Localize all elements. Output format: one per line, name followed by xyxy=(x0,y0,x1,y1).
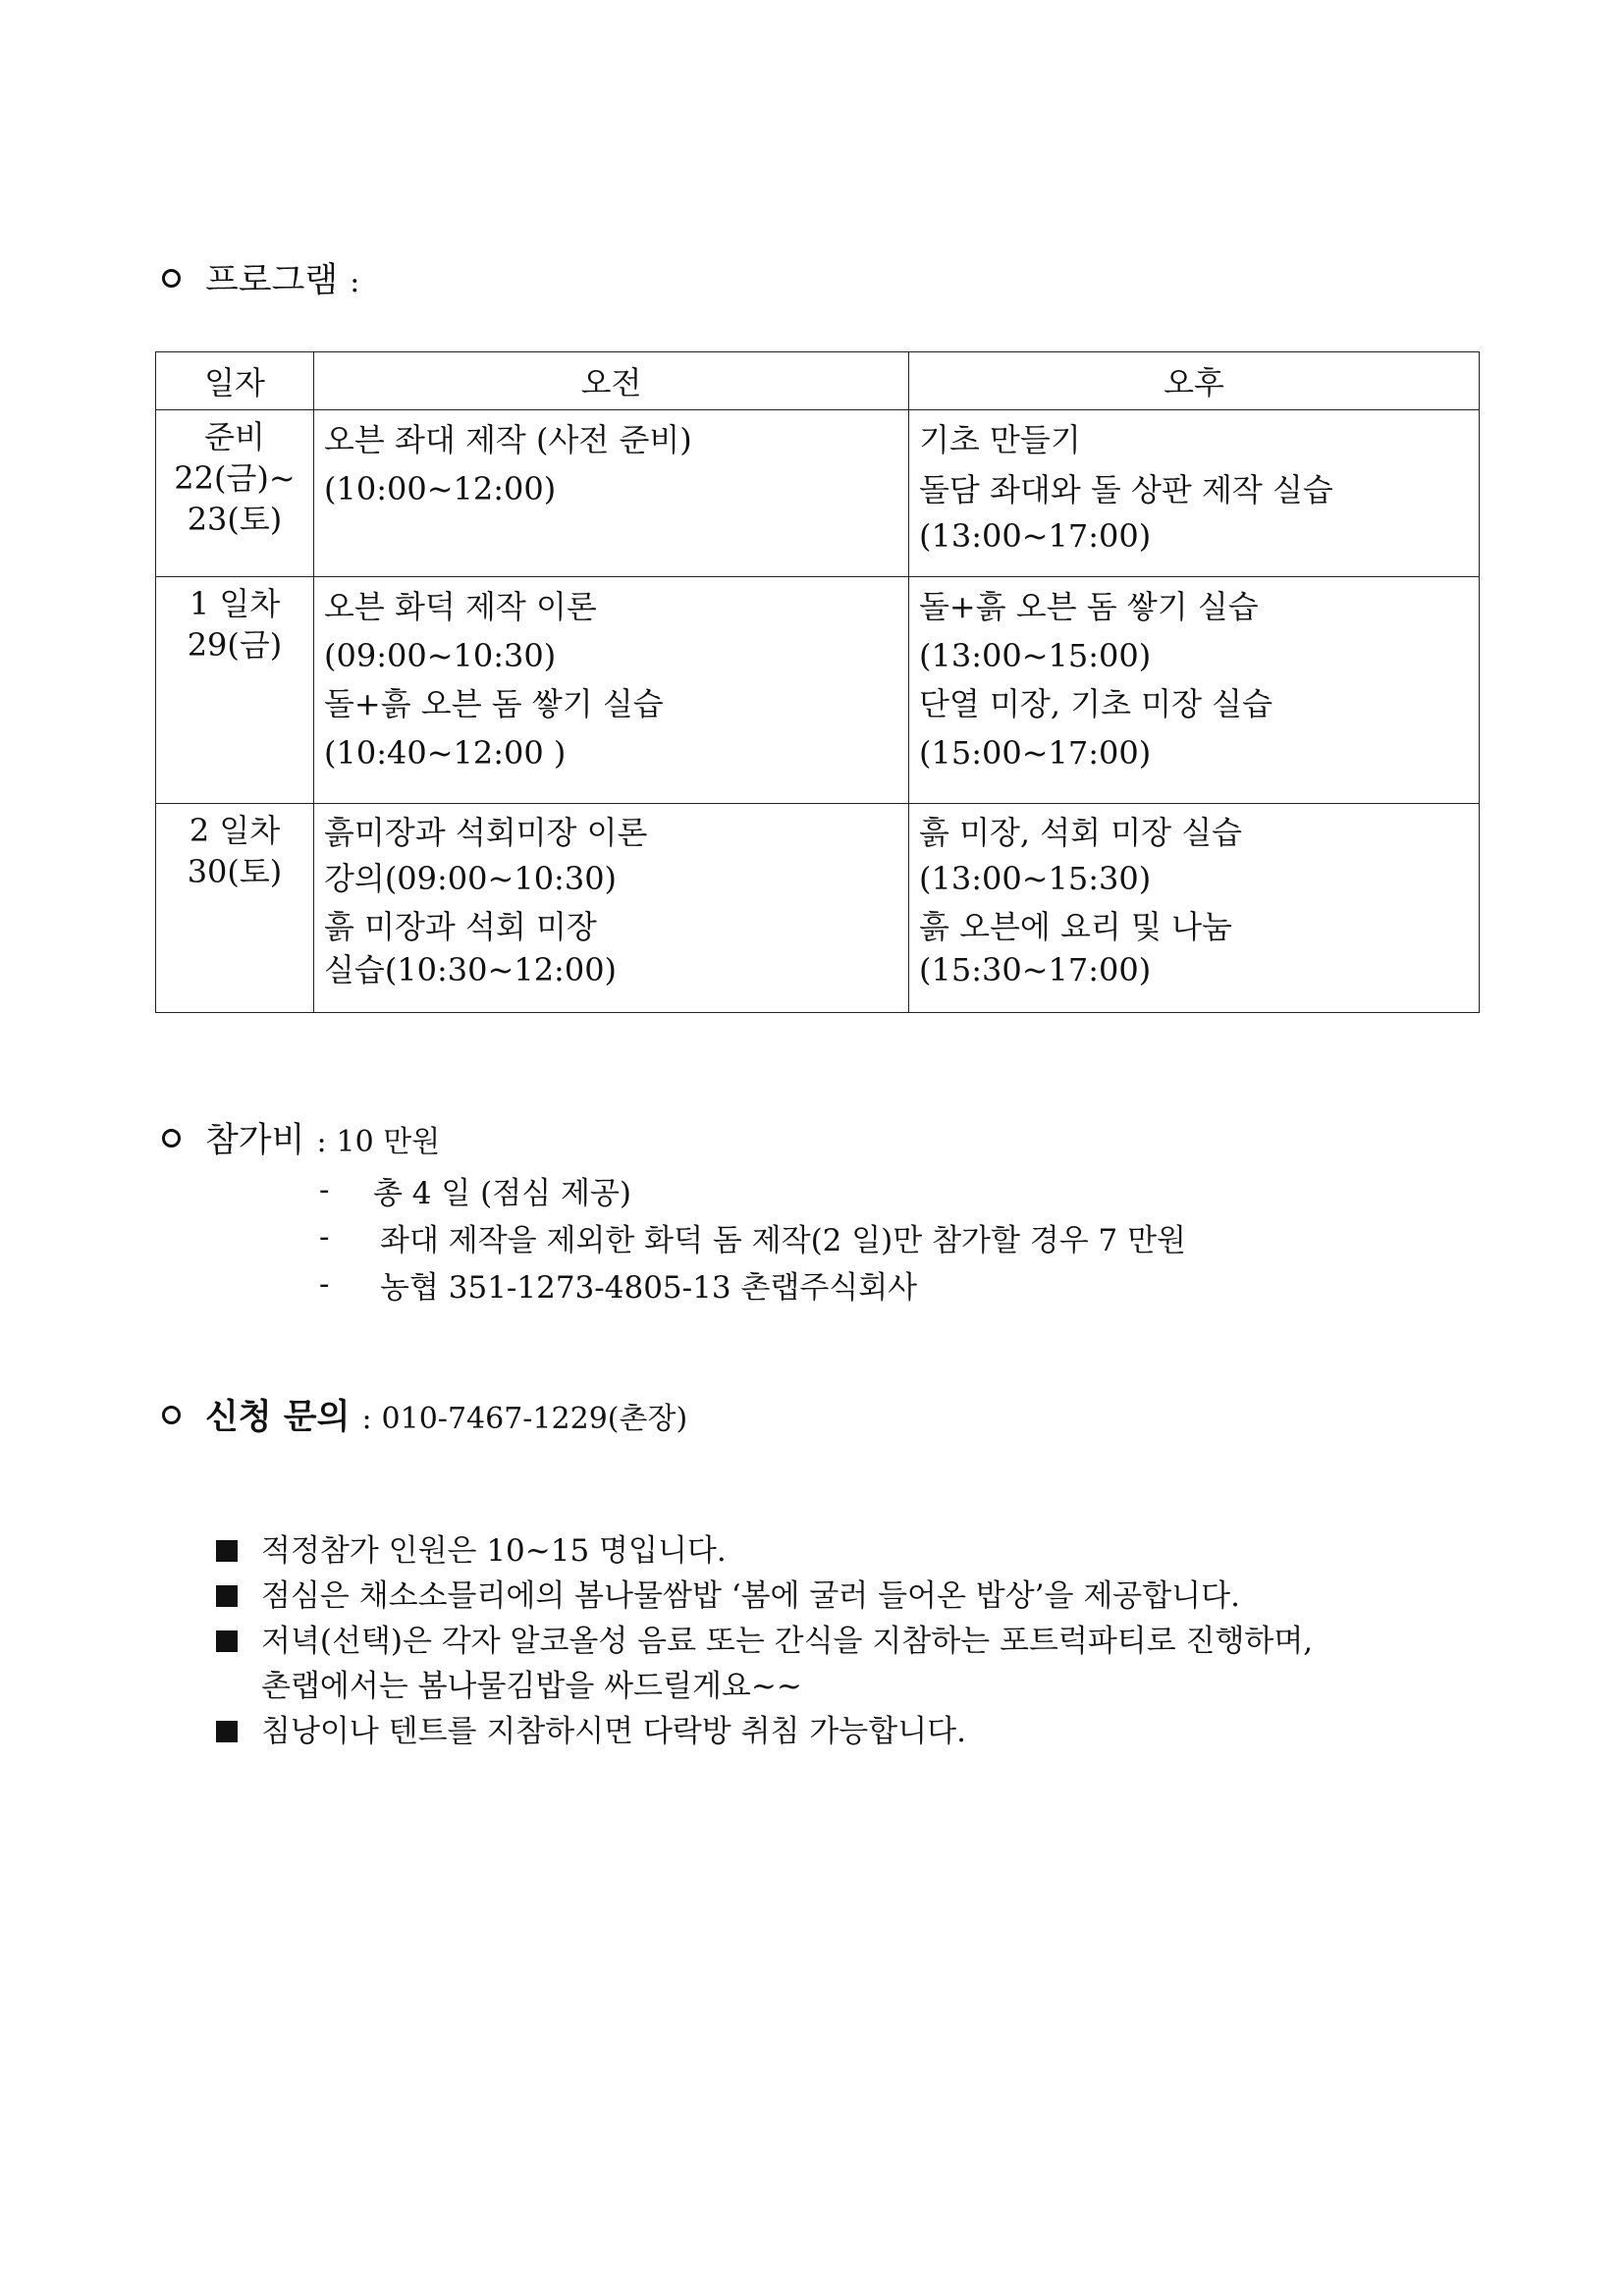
program-heading xyxy=(162,253,359,302)
table-row xyxy=(156,410,1480,577)
schedule-line: 기초 만들기 xyxy=(919,421,1081,458)
schedule-line: 흙 미장과 석회 미장 xyxy=(324,907,597,945)
list-item xyxy=(216,1528,1313,1574)
dash-bullet: - xyxy=(319,1219,330,1255)
list-item xyxy=(319,1166,1186,1213)
header-morning: 오전 xyxy=(314,352,909,410)
circle-bullet-icon xyxy=(162,1129,181,1148)
schedule-line: 오븐 화덕 제작 이론 xyxy=(324,588,597,625)
schedule-line: 흙미장과 석회미장 이론 xyxy=(324,814,648,851)
contact-phone: 010-7467-1229(촌장) xyxy=(381,1402,688,1436)
morning-cell xyxy=(314,410,909,577)
schedule-line: (13:00~15:00) xyxy=(919,636,1152,674)
schedule-line: 돌+흙 오븐 돔 쌓기 실습 xyxy=(324,685,664,723)
schedule-line: (13:00~15:30) xyxy=(919,860,1152,898)
table-row xyxy=(156,804,1480,1013)
note-text: 침낭이나 텐트를 지참하시면 다락방 취침 가능합니다. xyxy=(261,1714,966,1749)
square-bullet-icon xyxy=(216,1721,238,1742)
schedule-line: (09:00~10:30) xyxy=(324,636,557,674)
list-item xyxy=(216,1574,1313,1619)
date-cell xyxy=(156,804,314,1013)
fee-colon: : xyxy=(316,1125,327,1159)
schedule-line: 단열 미장, 기초 미장 실습 xyxy=(919,685,1272,723)
date-line: 22(금)~ xyxy=(174,459,296,498)
morning-cell xyxy=(314,577,909,804)
header-date: 일자 xyxy=(156,352,314,410)
date-line: 23(토) xyxy=(187,501,283,539)
list-item xyxy=(319,1260,1186,1308)
schedule-line: 돌담 좌대와 돌 상판 제작 실습 xyxy=(919,470,1333,508)
program-table xyxy=(155,351,1480,1013)
note-text: 촌랩에서는 봄나물김밥을 싸드릴게요~~ xyxy=(261,1669,802,1704)
contact-label: 신청 문의 xyxy=(205,1398,351,1437)
fee-heading xyxy=(162,1113,440,1162)
schedule-line: 돌+흙 오븐 돔 쌓기 실습 xyxy=(919,588,1259,625)
contact-heading xyxy=(162,1390,687,1439)
note-text: 저녁(선택)은 각자 알코올성 음료 또는 간식을 지참하는 포트럭파티로 진행하며, xyxy=(261,1624,1314,1659)
schedule-line: (13:00~17:00) xyxy=(919,516,1152,555)
list-item xyxy=(216,1709,1313,1754)
date-line: 2 일차 xyxy=(189,812,281,849)
schedule-line: (10:40~12:00 ) xyxy=(324,733,567,772)
square-bullet-icon xyxy=(216,1630,238,1652)
contact-colon: : xyxy=(361,1402,372,1436)
fee-details-list xyxy=(319,1166,1186,1308)
date-line: 준비 xyxy=(204,418,265,455)
circle-bullet-icon xyxy=(162,269,181,288)
dash-bullet: - xyxy=(319,1172,330,1207)
schedule-line: (15:30~17:00) xyxy=(919,951,1152,989)
schedule-line: (10:00~12:00) xyxy=(324,469,557,507)
date-line: 1 일차 xyxy=(189,585,281,622)
date-line: 30(토) xyxy=(187,853,283,891)
schedule-line: 흙 미장, 석회 미장 실습 xyxy=(919,814,1243,851)
note-text: 적정참가 인원은 10~15 명입니다. xyxy=(261,1533,727,1569)
table-row xyxy=(156,577,1480,804)
square-bullet-icon xyxy=(216,1585,238,1607)
list-item xyxy=(216,1619,1313,1709)
morning-cell xyxy=(314,804,909,1013)
schedule-line: 흙 오븐에 요리 및 나눔 xyxy=(919,907,1232,945)
fee-detail-text: 농협 351-1273-4805-13 촌랩주식회사 xyxy=(380,1269,918,1306)
afternoon-cell xyxy=(909,410,1480,577)
schedule-line: 오븐 좌대 제작 (사전 준비) xyxy=(324,421,692,458)
program-colon: : xyxy=(350,265,360,299)
fee-label: 참가비 xyxy=(205,1121,305,1160)
afternoon-cell xyxy=(909,804,1480,1013)
table-header-row xyxy=(156,352,1480,410)
schedule-line: 실습(10:30~12:00) xyxy=(324,951,618,989)
fee-detail-text: 좌대 제작을 제외한 화덕 돔 제작(2 일)만 참가할 경우 7 만원 xyxy=(380,1222,1186,1258)
note-text: 점심은 채소소믈리에의 봄나물쌈밥 ‘봄에 굴러 들어온 밥상’을 제공합니다. xyxy=(261,1578,1240,1614)
date-cell xyxy=(156,410,314,577)
fee-value: 10 만원 xyxy=(336,1125,441,1159)
header-afternoon: 오후 xyxy=(909,352,1480,410)
schedule-line: 강의(09:00~10:30) xyxy=(324,860,618,898)
notes-list xyxy=(216,1528,1313,1754)
afternoon-cell xyxy=(909,577,1480,804)
fee-detail-text: 총 4 일 (점심 제공) xyxy=(373,1175,632,1211)
circle-bullet-icon xyxy=(162,1406,181,1424)
program-label: 프로그램 xyxy=(205,261,339,300)
date-cell xyxy=(156,577,314,804)
list-item xyxy=(319,1213,1186,1260)
square-bullet-icon xyxy=(216,1540,238,1562)
dash-bullet: - xyxy=(319,1266,330,1302)
date-line: 29(금) xyxy=(187,626,283,665)
schedule-line: (15:00~17:00) xyxy=(919,733,1152,772)
